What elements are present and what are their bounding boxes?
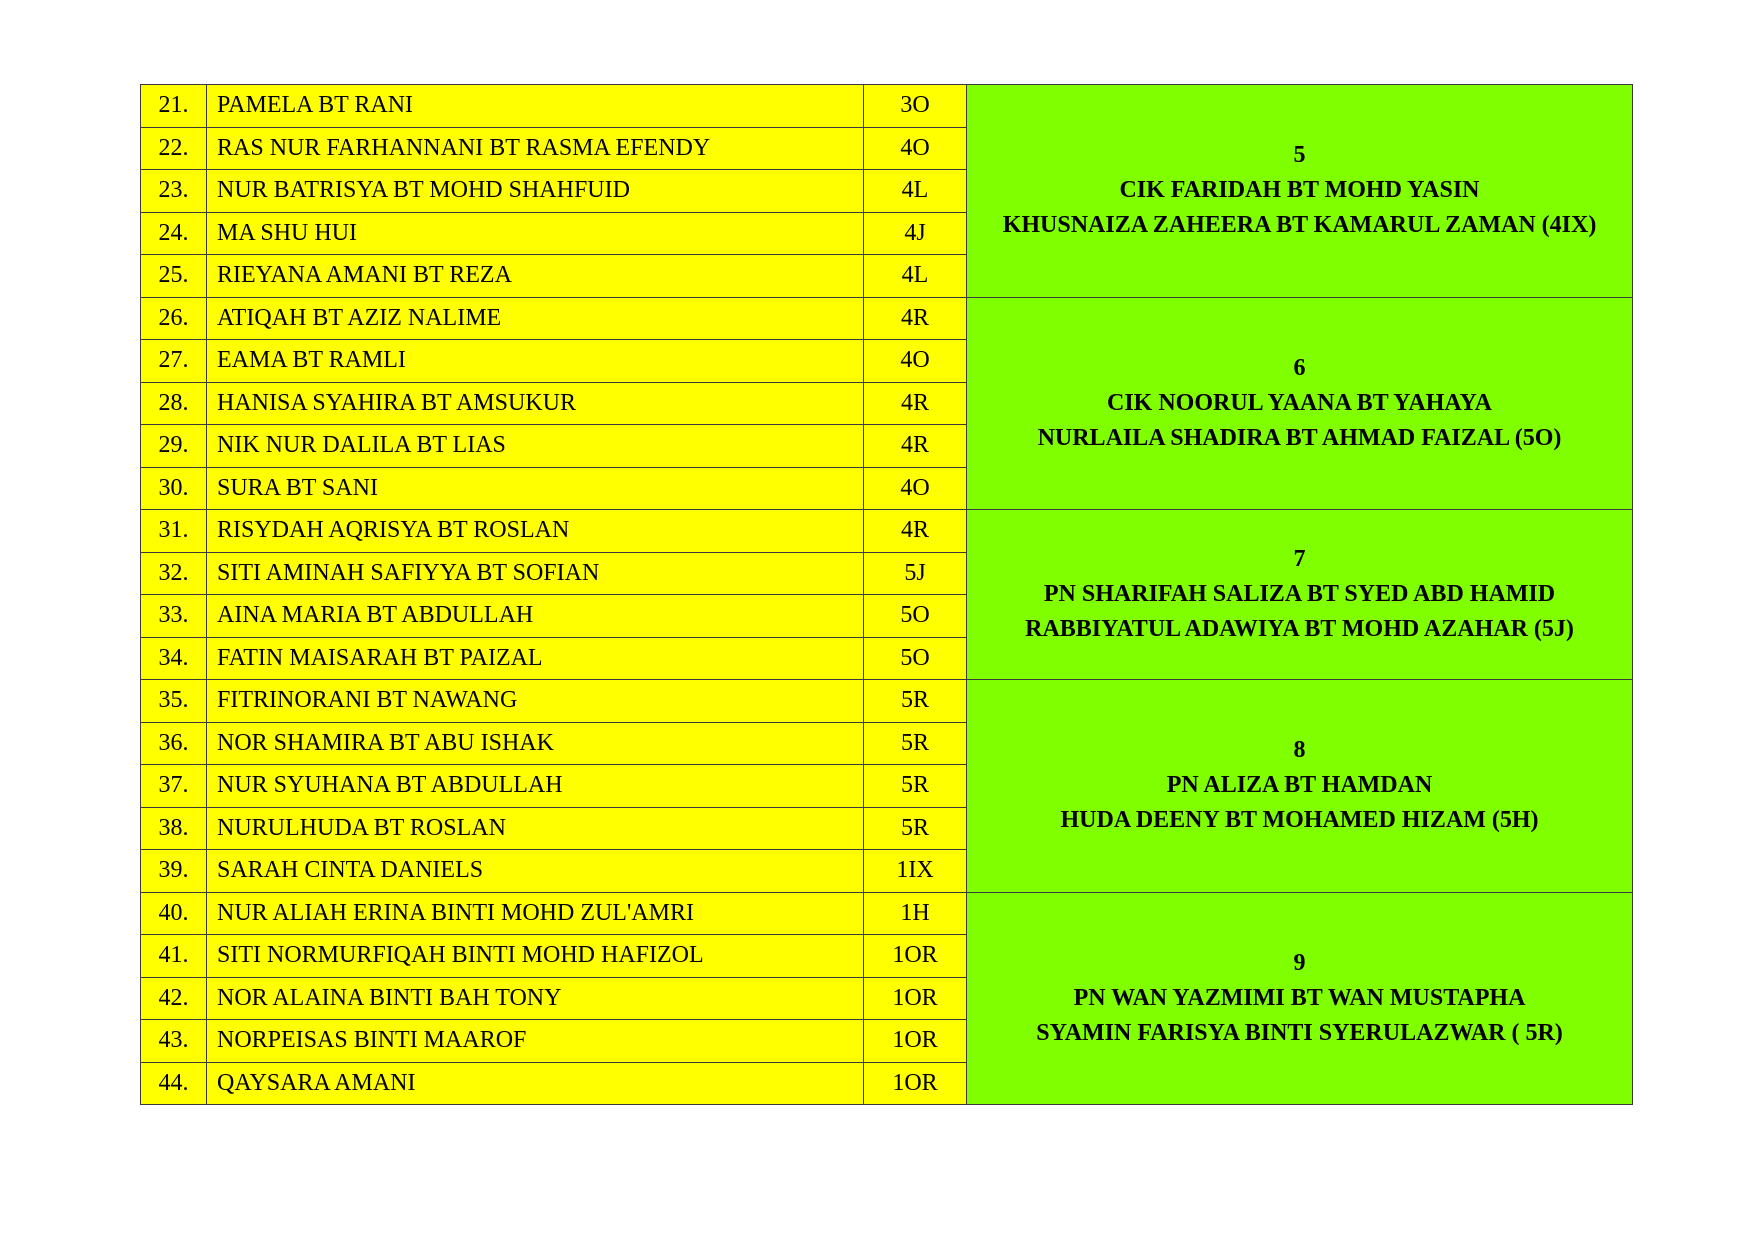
member-name: NUR ALIAH ERINA BINTI MOHD ZUL'AMRI [207,892,864,935]
row-number: 43. [141,1020,207,1063]
row-number: 28. [141,382,207,425]
group-teacher: CIK FARIDAH BT MOHD YASIN [1119,177,1480,204]
group-member-table [140,84,1633,1105]
member-class: 4J [864,212,967,255]
row-number: 30. [141,467,207,510]
group-info-cell [967,85,1633,298]
member-name: SARAH CINTA DANIELS [207,850,864,893]
member-name: RISYDAH AQRISYA BT ROSLAN [207,510,864,553]
member-class: 3O [864,85,967,128]
member-name: SITI NORMURFIQAH BINTI MOHD HAFIZOL [207,935,864,978]
member-name: NUR SYUHANA BT ABDULLAH [207,765,864,808]
row-number: 32. [141,552,207,595]
member-class: 4R [864,382,967,425]
member-name: NUR BATRISYA BT MOHD SHAHFUID [207,170,864,213]
member-class: 5J [864,552,967,595]
member-class: 5O [864,637,967,680]
group-leader: KHUSNAIZA ZAHEERA BT KAMARUL ZAMAN (4IX) [1002,212,1597,239]
member-name: RIEYANA AMANI BT REZA [207,255,864,298]
row-number: 23. [141,170,207,213]
member-name: FITRINORANI BT NAWANG [207,680,864,723]
group-info-cell [967,510,1633,680]
member-name: MA SHU HUI [207,212,864,255]
member-class: 4R [864,297,967,340]
row-number: 44. [141,1062,207,1105]
member-class: 5R [864,765,967,808]
member-name: SURA BT SANI [207,467,864,510]
member-name: NIK NUR DALILA BT LIAS [207,425,864,468]
row-number: 21. [141,85,207,128]
member-name: FATIN MAISARAH BT PAIZAL [207,637,864,680]
member-class: 4O [864,340,967,383]
row-number: 24. [141,212,207,255]
row-number: 22. [141,127,207,170]
member-class: 1OR [864,977,967,1020]
group-number: 5 [1293,142,1306,169]
group-leader: RABBIYATUL ADAWIYA BT MOHD AZAHAR (5J) [1025,616,1574,642]
group-teacher: CIK NOORUL YAANA BT YAHAYA [1106,389,1492,416]
group-number: 9 [1293,949,1306,976]
member-class: 1OR [864,1062,967,1105]
row-number: 40. [141,892,207,935]
group-number: 8 [1293,737,1306,764]
member-class: 4L [864,170,967,213]
member-class: 4R [864,425,967,468]
row-number: 26. [141,297,207,340]
member-name: NURULHUDA BT ROSLAN [207,807,864,850]
group-info-cell [967,680,1633,893]
member-class: 5O [864,595,967,638]
group-leader: HUDA DEENY BT MOHAMED HIZAM (5H) [1060,807,1539,834]
member-class: 4L [864,255,967,298]
group-teacher: PN WAN YAZMIMI BT WAN MUSTAPHA [1073,984,1526,1011]
row-number: 42. [141,977,207,1020]
table-row [141,510,1633,553]
row-number: 27. [141,340,207,383]
row-number: 41. [141,935,207,978]
member-class: 4O [864,467,967,510]
group-leader: SYAMIN FARISYA BINTI SYERULAZWAR ( 5R) [1036,1019,1563,1046]
group-teacher: PN SHARIFAH SALIZA BT SYED ABD HAMID [1043,581,1556,607]
group-number: 7 [1293,546,1306,572]
member-name: QAYSARA AMANI [207,1062,864,1105]
member-class: 4R [864,510,967,553]
row-number: 33. [141,595,207,638]
row-number: 31. [141,510,207,553]
member-name: RAS NUR FARHANNANI BT RASMA EFENDY [207,127,864,170]
member-class: 1OR [864,1020,967,1063]
table-row [141,680,1633,723]
member-class: 5R [864,807,967,850]
table-row [141,892,1633,935]
table-row [141,85,1633,128]
member-class: 5R [864,680,967,723]
row-number: 38. [141,807,207,850]
member-class: 1IX [864,850,967,893]
row-number: 36. [141,722,207,765]
group-info-cell [967,892,1633,1105]
row-number: 34. [141,637,207,680]
row-number: 39. [141,850,207,893]
member-name: AINA MARIA BT ABDULLAH [207,595,864,638]
member-class: 4O [864,127,967,170]
member-name: PAMELA BT RANI [207,85,864,128]
member-name: ATIQAH BT AZIZ NALIME [207,297,864,340]
member-class: 1OR [864,935,967,978]
table-row [141,297,1633,340]
row-number: 35. [141,680,207,723]
member-name: NOR ALAINA BINTI BAH TONY [207,977,864,1020]
member-name: NORPEISAS BINTI MAAROF [207,1020,864,1063]
member-class: 1H [864,892,967,935]
group-teacher: PN ALIZA BT HAMDAN [1166,772,1433,799]
row-number: 25. [141,255,207,298]
member-name: SITI AMINAH SAFIYYA BT SOFIAN [207,552,864,595]
table-body [141,85,1633,1105]
member-name: EAMA BT RAMLI [207,340,864,383]
group-leader: NURLAILA SHADIRA BT AHMAD FAIZAL (5O) [1037,424,1562,451]
row-number: 29. [141,425,207,468]
group-number: 6 [1293,354,1306,381]
row-number: 37. [141,765,207,808]
member-name: HANISA SYAHIRA BT AMSUKUR [207,382,864,425]
member-class: 5R [864,722,967,765]
member-name: NOR SHAMIRA BT ABU ISHAK [207,722,864,765]
group-info-cell [967,297,1633,510]
